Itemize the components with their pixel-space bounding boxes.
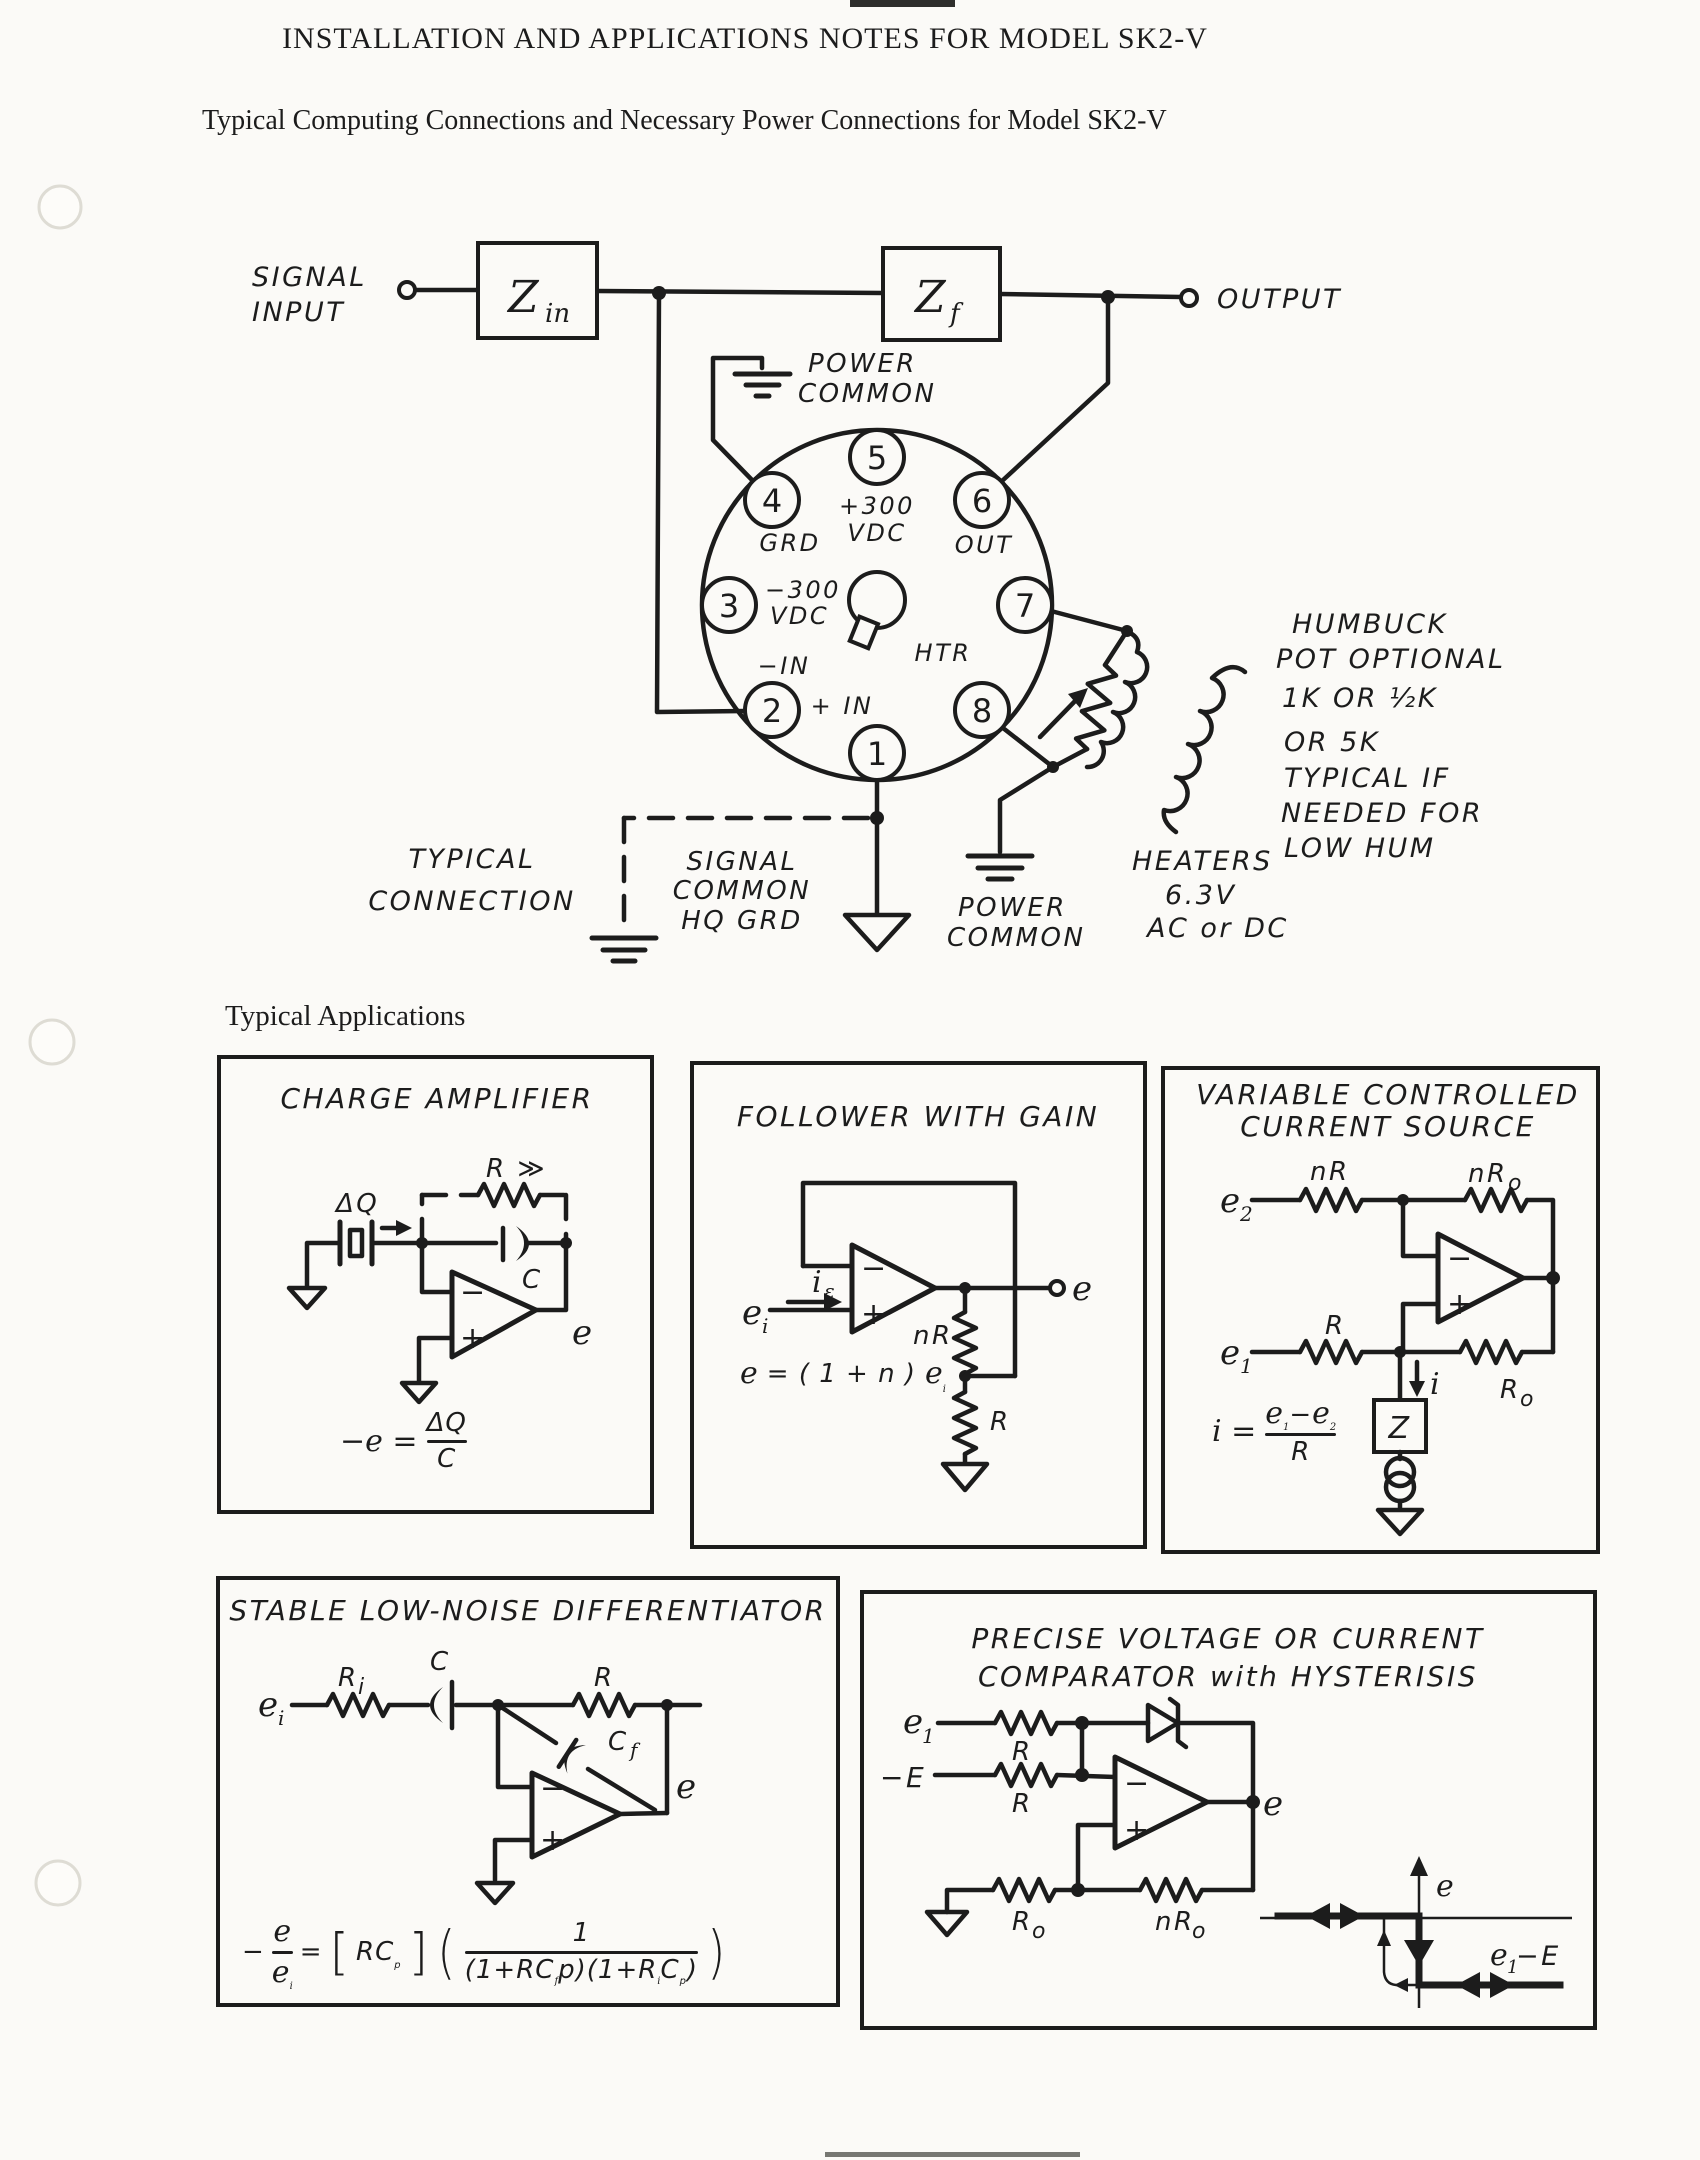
f-rc-sub: p — [394, 1960, 402, 1971]
zf-label-sub: f — [950, 299, 960, 329]
r-label: R — [594, 1663, 615, 1693]
follower-formula — [740, 1356, 946, 1395]
formula-denominator: C — [437, 1444, 457, 1475]
pin-3-number: 3 — [718, 587, 740, 625]
current-source-title-1: VARIABLE CONTROLLED — [1196, 1078, 1580, 1111]
zf-label: Z — [915, 272, 946, 323]
opamp-minus: − — [1124, 1766, 1150, 1801]
pin7-htr-label: HTR — [914, 639, 972, 667]
heater-circuit — [1040, 625, 1245, 832]
pin4-grd-label: GRD — [759, 529, 821, 557]
heater-coil-icon — [1087, 632, 1147, 767]
differentiator-wires — [292, 1682, 700, 1903]
graph-x-axis-rest: −E — [1516, 1941, 1561, 1972]
opamp-minus: − — [1447, 1241, 1473, 1276]
formula-mid: = ( 1 + n ) — [766, 1358, 916, 1389]
differentiator-title: STABLE LOW-NOISE DIFFERENTIATOR — [229, 1594, 827, 1627]
ei-label: e — [258, 1685, 279, 1725]
opamp-plus: + — [861, 1297, 887, 1332]
humbuck-note-line: OR 5K — [1284, 727, 1380, 758]
signal-input-label-2: INPUT — [252, 297, 346, 328]
graph-x-axis-sub: 1 — [1507, 1957, 1519, 1978]
power-common-bottom-2: COMMON — [947, 923, 1086, 953]
signal-common-2: COMMON — [672, 876, 812, 906]
humbuck-note-line: LOW HUM — [1284, 833, 1436, 864]
typical-connection-2: CONNECTION — [368, 886, 576, 917]
r-much-greater-label: R ≫ — [486, 1154, 548, 1184]
f-d3: C — [660, 1954, 680, 1985]
humbuck-note-line: NEEDED FOR — [1281, 798, 1484, 829]
formula-lhs: e — [740, 1356, 758, 1391]
heaters-label-3: AC or DC — [1147, 913, 1289, 944]
output-label: OUTPUT — [1217, 284, 1343, 315]
opamp-minus: − — [861, 1251, 887, 1286]
current-source-box — [1163, 1068, 1598, 1552]
pin3-voltage-label-1: −300 — [765, 576, 841, 604]
humbuck-note-line: TYPICAL IF — [1284, 763, 1451, 794]
f-num: e — [273, 1914, 292, 1949]
ei-label-sub: i — [762, 1314, 769, 1338]
pin1-in-label: + IN — [810, 692, 874, 720]
heaters-label-2: 6.3V — [1165, 880, 1237, 911]
ro-label: R — [1012, 1907, 1033, 1937]
power-common-bottom-1: POWER — [958, 893, 1067, 923]
pin6-out-label: OUT — [954, 531, 1014, 559]
humbuck-note — [1276, 609, 1506, 864]
follower-box — [692, 1063, 1145, 1547]
output-terminal — [1181, 290, 1197, 306]
ri-label-sub: i — [358, 1675, 367, 1700]
f-den: e — [271, 1954, 290, 1990]
comparator-box — [862, 1592, 1595, 2028]
charge-amp-title: CHARGE AMPLIFIER — [280, 1082, 594, 1115]
f-paren-left: ( — [437, 1918, 456, 1986]
power-common-top-2: COMMON — [798, 379, 937, 409]
feedback-capacitor-icon — [416, 1226, 572, 1261]
output-e-label: e — [676, 1767, 697, 1807]
cap-c-label: C — [522, 1265, 543, 1295]
output-e-label: e — [572, 1313, 593, 1353]
num-e1-sub: 1 — [1283, 1422, 1290, 1434]
opamp-plus: + — [540, 1823, 566, 1858]
dashed-r-feedback — [422, 1184, 566, 1243]
f-bracket-right: ] — [408, 1923, 429, 1981]
zin-label: Z — [508, 272, 539, 323]
opamp-plus: + — [1124, 1813, 1150, 1848]
hysteresis-graph — [1260, 1856, 1572, 2008]
opamp-plus: + — [1447, 1287, 1473, 1322]
formula-lhs: i = — [1212, 1414, 1257, 1450]
output-e-label: e — [1263, 1784, 1284, 1824]
heaters-label-1: HEATERS — [1132, 846, 1273, 877]
num-e2: e — [1312, 1396, 1330, 1431]
page-subtitle: Typical Computing Connections and Necessary Power Connections for Model SK2-V — [202, 105, 1167, 136]
humbuck-note-line: POT OPTIONAL — [1276, 644, 1506, 675]
pin-7-number: 7 — [1014, 587, 1036, 625]
pin-8-number: 8 — [971, 692, 993, 730]
pin5-voltage-label-2: VDC — [847, 519, 907, 547]
f-rc: RC — [356, 1937, 395, 1967]
f-d2-sub: i — [657, 1976, 661, 1988]
pin2-in-label: −IN — [757, 652, 811, 680]
section-heading: Typical Applications — [225, 1000, 466, 1032]
zener-diode-icon — [1148, 1705, 1178, 1741]
num-e2-sub: 2 — [1329, 1422, 1337, 1434]
minus-e-label: −E — [880, 1761, 927, 1794]
socket-keyway-icon — [849, 572, 905, 648]
f-bracket-left: [ — [329, 1923, 350, 1981]
graph-x-axis-label: e — [1490, 1938, 1508, 1973]
e1-label-sub: 1 — [922, 1724, 935, 1748]
pin-1-number: 1 — [866, 735, 888, 773]
signal-common-1: SIGNAL — [686, 847, 798, 877]
f-d3-sub: p — [679, 1976, 687, 1988]
f-minus: − — [242, 1937, 265, 1967]
pin-4-number: 4 — [761, 482, 783, 520]
input-node — [652, 286, 666, 300]
octal-socket — [702, 430, 1052, 780]
cf-label-sub: f — [630, 1738, 638, 1762]
output-node — [1101, 290, 1115, 304]
follower-title: FOLLOWER WITH GAIN — [736, 1100, 1100, 1133]
differentiator-formula — [242, 1914, 728, 1992]
punch-hole — [39, 186, 81, 228]
typical-connection-ground-icon — [592, 938, 656, 961]
pin-5-number: 5 — [866, 439, 888, 477]
comparator-title-1: PRECISE VOLTAGE OR CURRENT — [971, 1622, 1485, 1655]
punch-hole — [36, 1861, 80, 1905]
nro-label: nR — [1155, 1907, 1195, 1937]
formula-rhs: e — [924, 1356, 943, 1391]
e1-label: e — [903, 1702, 924, 1742]
current-source-title-2: CURRENT SOURCE — [1240, 1110, 1536, 1143]
pin-2-number: 2 — [761, 692, 783, 730]
nro-label-sub: o — [1192, 1919, 1208, 1944]
graph-e-axis-label: e — [1436, 1869, 1454, 1904]
z-label: Z — [1388, 1411, 1412, 1446]
ei-label-sub: i — [278, 1706, 285, 1730]
f-den-sub: i — [289, 1980, 293, 1992]
opamp-minus: − — [460, 1275, 486, 1310]
num-e1: e — [1265, 1396, 1284, 1431]
nro-label-sub: o — [1508, 1171, 1524, 1196]
typical-connection-1: TYPICAL — [408, 844, 536, 875]
f-paren-right: ) — [707, 1918, 726, 1986]
r2-label: R — [1012, 1789, 1033, 1819]
power-common-top-1: POWER — [808, 349, 917, 379]
formula-numerator: ΔQ — [426, 1408, 467, 1438]
signal-input-label-1: SIGNAL — [252, 262, 367, 293]
humbuck-note-line: 1K OR ½K — [1282, 683, 1438, 714]
signal-common-3: HQ GRD — [681, 906, 803, 936]
zin-label-sub: in — [545, 299, 571, 329]
comparator-wires — [927, 1699, 1260, 1935]
delta-q-label: ΔQ — [336, 1189, 380, 1219]
nr-label: nR — [1310, 1157, 1350, 1187]
nr-label: nR — [913, 1321, 953, 1351]
e2-label: e — [1220, 1181, 1241, 1221]
ro-label-sub: o — [1032, 1919, 1048, 1944]
ri-label: R — [338, 1663, 359, 1693]
opamp-minus: − — [540, 1771, 566, 1806]
f-eq: = — [299, 1937, 323, 1967]
ie-label-sub: ε — [824, 1279, 835, 1303]
transformer-coil-icon — [1164, 667, 1245, 832]
r-label: R — [1325, 1311, 1346, 1341]
output-e-label: e — [1072, 1269, 1093, 1309]
punch-hole — [30, 1020, 74, 1064]
formula-rhs-sub: i — [942, 1384, 946, 1395]
ie-label: i — [812, 1265, 822, 1300]
current-source-wires — [1252, 1189, 1560, 1534]
axis-up-arrow-icon — [1410, 1856, 1428, 1876]
formula-lhs: −e = — [340, 1424, 418, 1460]
i-label: i — [1430, 1367, 1440, 1402]
e2-label-sub: 2 — [1240, 1202, 1253, 1226]
num-minus: − — [1289, 1400, 1313, 1430]
page-title: INSTALLATION AND APPLICATIONS NOTES FOR MODEL SK2-V — [282, 22, 1208, 55]
ro-label: R — [1500, 1375, 1521, 1405]
f-d1-sub: f — [554, 1976, 559, 1988]
ro-label-sub: o — [1520, 1387, 1536, 1412]
pin3-voltage-label-2: VDC — [770, 602, 830, 630]
nro-label: nR — [1468, 1159, 1508, 1189]
f-d4: ) — [686, 1954, 699, 1985]
heater-power-common-ground-icon — [968, 856, 1032, 879]
current-source-formula — [1212, 1398, 1336, 1466]
r1-label: R — [1012, 1737, 1033, 1767]
e1-label: e — [1220, 1333, 1241, 1373]
power-common-top-ground-icon — [735, 374, 790, 396]
charge-source-icon — [289, 1220, 422, 1308]
f-d2: p)(1+R — [558, 1954, 658, 1985]
pin-6-number: 6 — [971, 482, 993, 520]
ei-label: e — [742, 1293, 763, 1333]
charge-amp-formula — [340, 1410, 467, 1474]
signal-input-terminal — [399, 282, 415, 298]
r-label: R — [990, 1407, 1011, 1437]
e1-label-sub: 1 — [1240, 1354, 1253, 1378]
opamp-plus: + — [460, 1321, 486, 1356]
cf-label: C — [608, 1727, 629, 1757]
c-label: C — [430, 1647, 451, 1677]
f-d1: (1+RC — [464, 1954, 555, 1985]
pin5-voltage-label-1: +300 — [839, 492, 915, 520]
current-arrow-icon — [1409, 1381, 1425, 1397]
charge-arrow-icon — [396, 1220, 412, 1236]
comparator-title-2: COMPARATOR with HYSTERISIS — [977, 1660, 1479, 1693]
humbuck-note-line: HUMBUCK — [1292, 609, 1448, 640]
f-one: 1 — [572, 1918, 591, 1949]
formula-denominator: R — [1291, 1436, 1311, 1467]
